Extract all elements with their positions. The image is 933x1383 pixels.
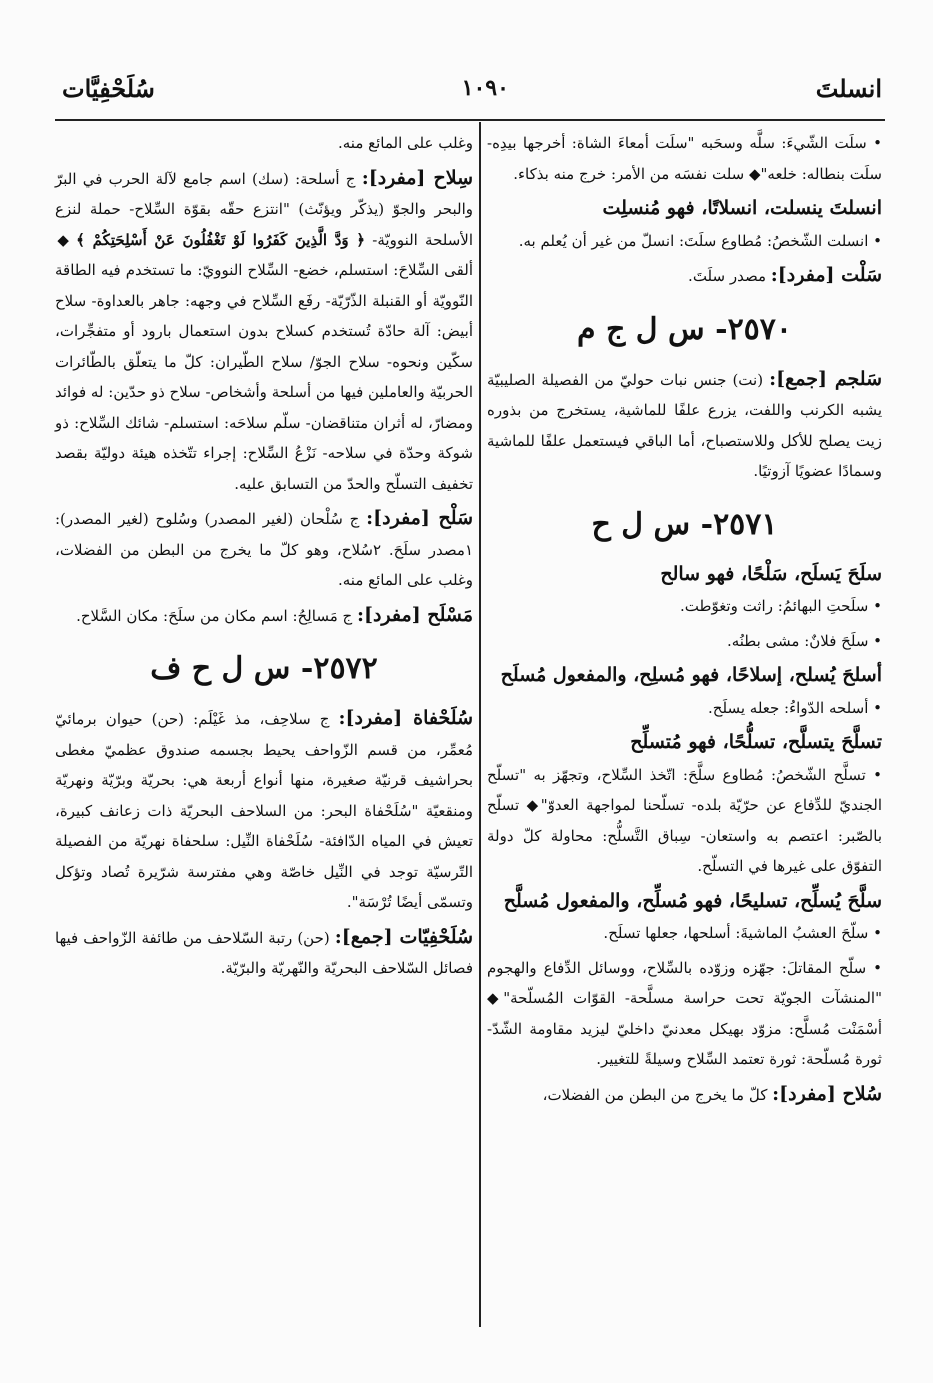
dictionary-entry (55, 600, 473, 632)
column-divider (479, 122, 481, 1327)
verb-heading: تسلَّحَ يتسلَّح، تسلُّحًا، فهو مُتسلِّح (630, 731, 882, 753)
dictionary-entry (55, 703, 473, 918)
root-heading: ٢٥٧٠- س ل ج م (576, 311, 793, 347)
sense-paragraph: • سلَحتِ البهائمُ: راثت وتغوّطت. (680, 597, 882, 615)
left-column (55, 128, 473, 988)
root-heading: ٢٥٧١- س ل ح (591, 506, 778, 542)
dictionary-entry (487, 260, 882, 292)
dictionary-entry (55, 503, 473, 596)
quran-verse: ﴿ وَدَّ الَّذِينَ كَفَرُوا لَوْ تَغْفُلُونَ عَنْ أَسْلِحَتِكُمْ ﴾ (76, 230, 366, 249)
page-number: ١٠٩٠ (461, 75, 509, 101)
entry-definition: (نت) جنس نبات حوليّ من الفصيلة الصليبيّة يشبه الكرنب واللفت، يزرع علفًا للماشية، يستخرج من بذوره زيت يصلح للأكل وللاستصباح، أما الباقي فيستعمل علفًا للماشية وسمادًا عضويًا آزوتيًا. (487, 370, 882, 480)
verb-heading: سلَحَ يَسلَح، سَلْحًا، فهو سالح (660, 562, 882, 585)
entry-headword: مَسْلَح [مفرد]: (356, 603, 473, 626)
entry-headword: سُلَحْفاة [مفرد]: (338, 707, 474, 729)
verb-heading: سلَّحَ يُسلِّح، تسليحًا، فهو مُسلِّح، والمفعول مُسلَّح (503, 889, 882, 912)
entry-headword: سَلْت [مفرد]: (770, 264, 882, 286)
root-heading: ٢٥٧٢- س ل ح ف (150, 651, 378, 686)
header-right-word: انسلتَ (815, 73, 882, 103)
page-header (62, 60, 882, 116)
entry-definition: ج مَسالِحُ: اسم مكان من سلَحَ: مكان السَّلاح. (76, 606, 357, 625)
sense-paragraph: • سلّح المقاتلَ: جهّزه وزوّده بالسِّلاح، ووسائل الدِّفاع والهجوم "المنشآت الجويّة تحت حراسة مسلَّحة- القوّات المُسلّحة"◆ أسْمَنْت مُسلَّح: مزوّد بهيكل معدنيّ داخليّ ليزيد مقاومة الشّدّ- ثورة مُسلّحة: ثورة تعتمد السِّلاح وسيلةً للتغيير. (487, 958, 882, 1068)
entry-definition: (حن) رتبة السّلاحف من طائفة الزّواحف فيها فصائل السّلاحف البحريّة والنّهريّة والبرّيّة. (55, 928, 473, 977)
entry-headword: سِلاح [مفرد]: (361, 166, 473, 189)
sense-paragraph: • سلَت الشّيءَ: سلَّه وسحَبه "سلَت أمعاءَ الشاة: أخرجها بيدِه- سلَت بنطاله: خلعه"◆ سلت نفسَه من الأمر: خرج منه بذكاء. (487, 134, 882, 183)
verb-heading: انسلتَ ينسلت، انسلاتًا، فهو مُنسلِت (602, 197, 882, 219)
entry-definition: ج سُلْحان (لغير المصدر) وسُلوح (لغير المصدر): ١مصدر سلَحَ. ٢سُلاح، وهو كلّ ما يخرج من البطن من الفضلات، وغلب على المائع منه. (55, 510, 473, 589)
header-left-word: سُلَحْفِيَّات (62, 73, 155, 103)
entry-definition: مصدر سلَتَ. (688, 267, 771, 285)
entry-headword: سُلَحْفِيّات [جمع]: (334, 925, 473, 948)
entry-headword: سَلْح [مفرد]: (366, 507, 473, 529)
sense-paragraph: • سلَحَ فلانٌ: مشى بطنُه. (726, 631, 882, 650)
sense-paragraph: وغلب على المائع منه. (337, 134, 473, 152)
entry-headword: سُلاح [مفرد]: (772, 1082, 882, 1105)
dictionary-entry (55, 922, 473, 984)
entry-definition-continued: ◆ ألقى السِّلاحَ: استسلم، خضع- السِّلاح النوويّ: ما تستخدم فيه الطاقة النّوويّة أو القنبلة الذّرّيّة- رفَع السِّلاح في وجهه: جاهر بالعداوة- سلاح أبيض: آلة حادّة تُستخدم كسلاح بدون استعمال بارود أو متفجِّرات، سكّين ونحوه- سلاح الجوّ/ سلاح الطّيران: كلّ ما يتعلّق بالطّائرات الحربيّة والعاملين فيها من أسلحة وأشخاص- سلاح ذو حدّين: له فوائد ومضارّ، له أثران متناقضان- سلّم سلاحَه: استسلم- شائك السِّلاح: ذو شوكة وحدّة في سلاحه- نَزْعُ السِّلاح: إجراء تتّخذه هيئة دوليّة بقصد تخفيف التسلّح والحدّ من التسابق عليه. (54, 230, 473, 493)
sense-paragraph: • انسلت الشّخصُ: مُطاوع سلَتَ: انسلّ من غير أن يُعلم به. (518, 231, 882, 250)
entry-definition: ج سلاحِف، مذ غَيْلَم: (حن) حيوان برمائيّ مُعمِّر، من قسم الزّواحف يحيط بجسمه صندوق عظميّ مغطى بحراشيف قرنيّة صغيرة، منها أنواع أربعة هي: بحريّة وبرّيّة ونهريّة ومنقعيّة "سُلَحْفاة البحر: من السلاحف البحريّة ذات زعانف كبيرة، تعيش في المياه الدّافئة- سُلَحْفاة النِّيل: سلحفاة نهريّة من الفصيلة التّرسيّة توجد في النِّيل خاصّة وهي مفترسة شرّيرة تُصاد وتؤكل وتسمّى أيضًا تُرْسَة". (55, 710, 473, 911)
dictionary-entry (487, 1079, 882, 1111)
sense-paragraph: • تسلَّح الشّخصُ: مُطاوع سلَّحَ: اتّخذ السِّلاح، وتجهّز به "تسلّح الجنديّ للدِّفاع عن حرّيّة بلده- تسلّحنا لمواجهة العدوّ"◆ تسلّح بالصّبر: اعتصم به واستعان- سِباق التَّسلُّح: محاولة كلّ دولة التفوّق على غيرها في التسلّح. (487, 765, 882, 875)
dictionary-entry (487, 364, 882, 487)
sense-paragraph: • سلّحَ العشبُ الماشيةَ: أسلحها، جعلها تسلَح. (603, 924, 882, 942)
dictionary-entry (55, 163, 473, 500)
entry-definition: ج أسلحة: (سك) اسم جامع لآلة الحرب في البرّ والبحر والجوّ (يذكّر ويؤنّث) "انتزع حقّه بقوّة السِّلاح- حملة لنزع الأسلحة النوويّة- (55, 169, 474, 249)
entry-headword: سَلجم [جمع]: (769, 367, 882, 390)
header-rule (55, 119, 885, 121)
verb-heading: أسلحَ يُسلح، إسلاحًا، فهو مُسلِح، والمفعول مُسلَح (500, 664, 882, 686)
sense-paragraph: • أسلحه الدّواءُ: جعله يسلَح. (708, 698, 882, 717)
right-column (487, 128, 882, 1114)
entry-definition: كلّ ما يخرج من البطن من الفضلات، (542, 1085, 773, 1104)
